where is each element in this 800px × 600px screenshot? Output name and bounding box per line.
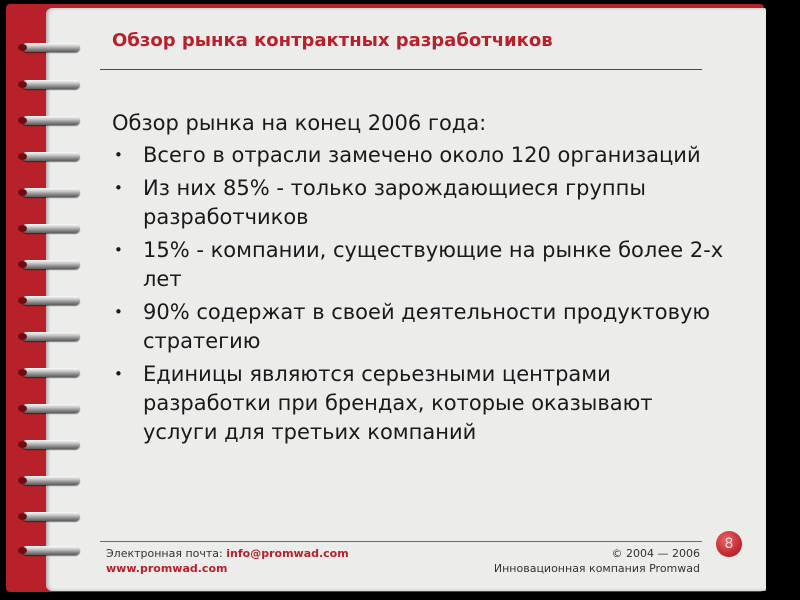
slide-title: Обзор рынка контрактных разработчиков [112,30,553,51]
binder-ring-icon [22,224,80,233]
binder-ring-icon [22,476,80,485]
bullet-text: Единицы являются серьезными центрами разработки при брендах, которые оказывают услуги для третьих компаний [143,362,653,444]
intro-text: Обзор рынка на конец 2006 года: [112,111,487,135]
binder-ring-icon [22,404,80,413]
binder-rings [0,0,90,600]
email-link[interactable]: info@promwad.com [226,547,349,560]
binder-ring-icon [22,152,80,161]
bullet-item [112,360,732,447]
bullet-item [112,174,732,232]
bullet-text: Всего в отрасли замечено около 120 организаций [143,143,701,167]
bullet-item [112,236,732,294]
footer-divider [100,541,702,542]
binder-ring-icon [22,512,80,521]
binder-ring-icon [22,260,80,269]
email-line [106,546,349,561]
company-name: Инновационная компания Promwad [493,562,700,575]
binder-ring-icon [22,80,80,89]
slide-body [112,109,732,451]
website-link[interactable]: www.promwad.com [106,562,228,575]
binder-ring-icon [22,368,80,377]
bullet-text: Из них 85% - только зарождающиеся группы разработчиков [143,176,646,229]
title-divider [100,69,702,70]
footer-company [460,546,700,576]
binder-ring-icon [22,43,80,52]
bullet-text: 15% - компании, существующие на рынке более 2-х лет [143,238,724,291]
footer-contacts [106,546,349,576]
binder-ring-icon [22,116,80,125]
binder-ring-icon [22,332,80,341]
binder-ring-icon [22,546,80,555]
binder-ring-icon [22,440,80,449]
binder-ring-icon [22,188,80,197]
copyright-text: © 2004 — 2006 [611,547,700,560]
page-number-badge: 8 [716,531,742,557]
bullet-icon: • [114,241,123,259]
email-label: Электронная почта: [106,547,223,560]
bullet-item [112,141,732,170]
bullet-item [112,298,732,356]
bullet-text: 90% содержат в своей деятельности продуктовую стратегию [143,300,711,353]
bullet-icon: • [114,365,123,383]
binder-ring-icon [22,296,80,305]
bullet-icon: • [114,179,123,197]
bullet-icon: • [114,146,123,164]
bullet-list [112,141,732,447]
bullet-icon: • [114,303,123,321]
